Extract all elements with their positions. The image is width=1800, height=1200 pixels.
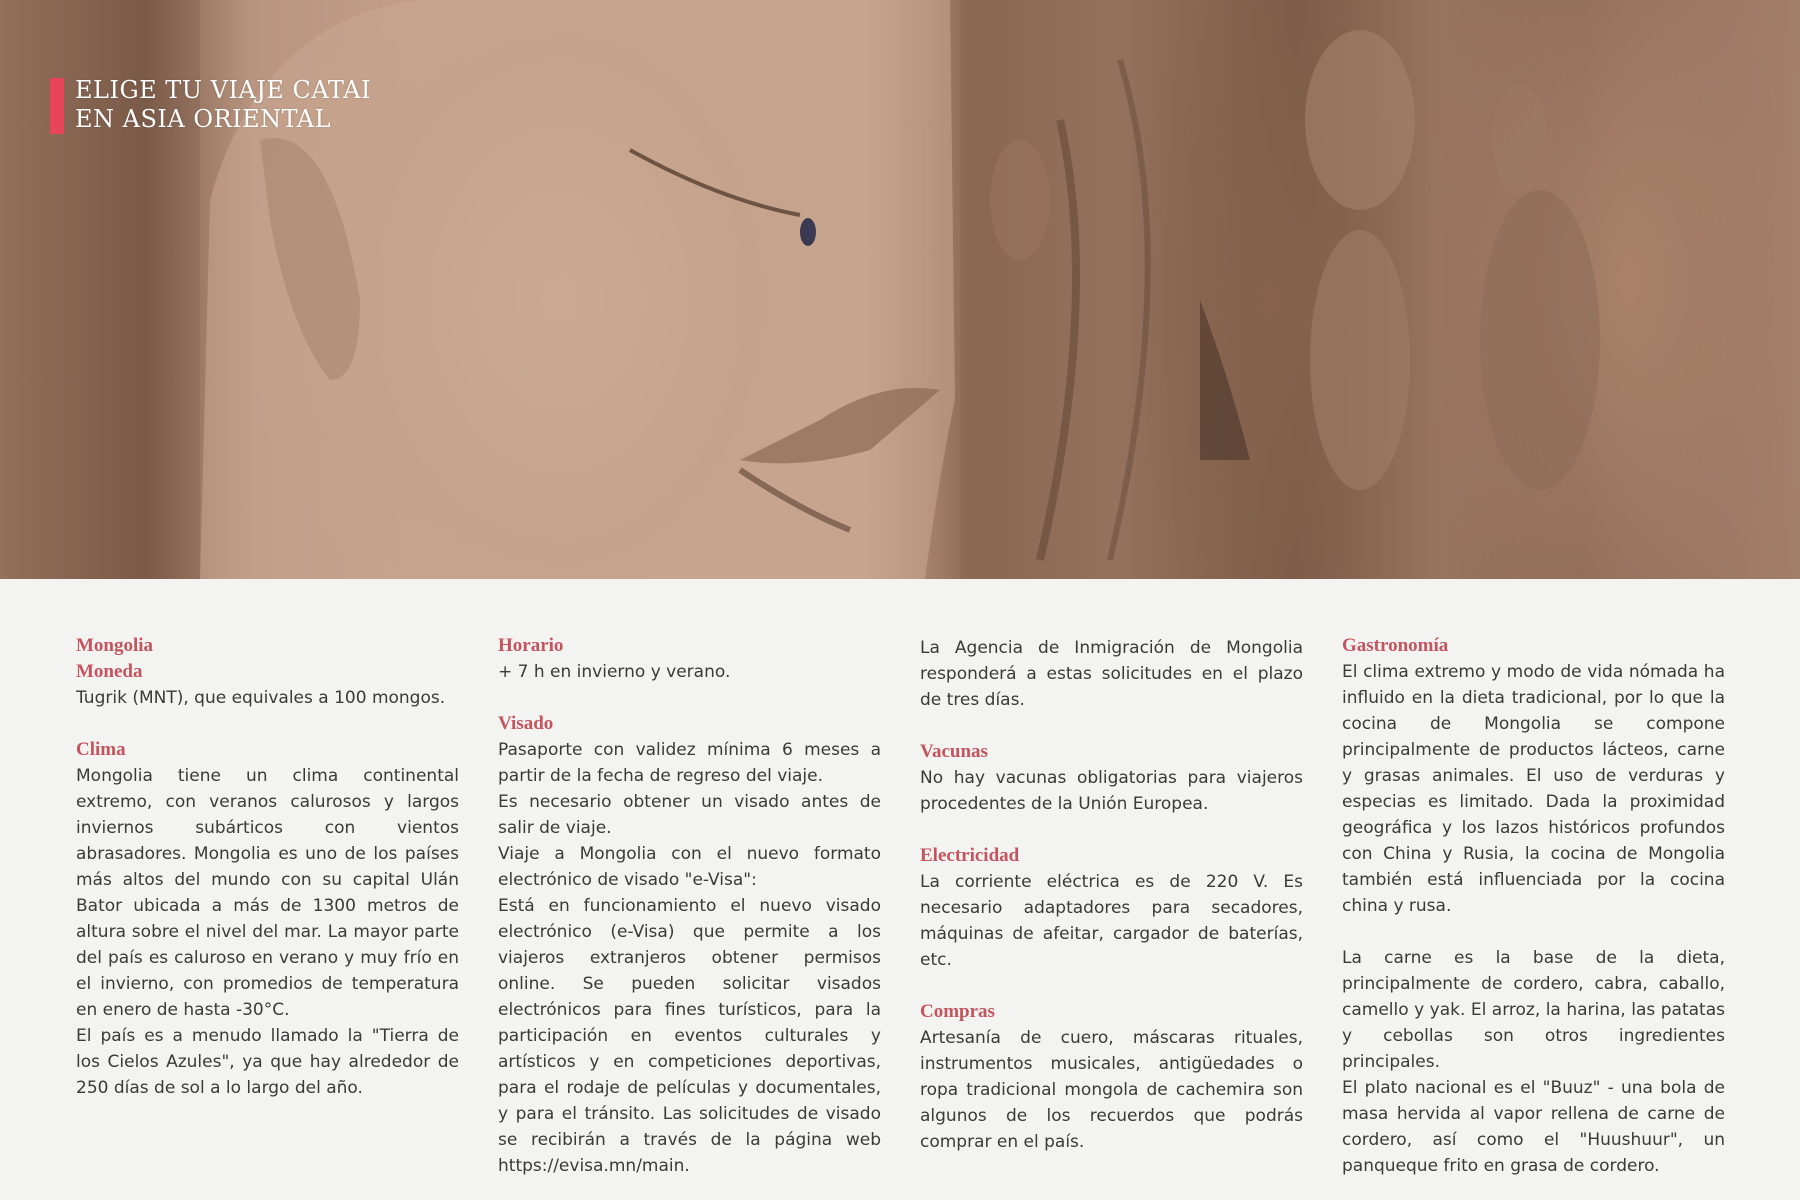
- section-heading-horario: Horario: [498, 635, 564, 656]
- visado-text-3: Viaje a Mongolia con el nuevo formato electrónico de visado "e-Visa":: [498, 844, 881, 890]
- title-accent-bar: [50, 78, 64, 134]
- column-2: [498, 633, 881, 1179]
- gastronomia-text-3: El plato nacional es el "Buuz" - una bola de masa hervida al vapor rellena de carne de cordero, así como el "Huushuur", un panqueque frito en grasa de cordero.: [1342, 1078, 1725, 1176]
- gastronomia-text-2: La carne es la base de la dieta, principalmente de cordero, cabra, caballo, camello y yak. El arroz, la harina, las patatas y cebollas son otros ingredientes principales.: [1342, 948, 1725, 1072]
- visado-text-1: Pasaporte con validez mínima 6 meses a partir de la fecha de regreso del viaje.: [498, 740, 881, 786]
- section-heading-vacunas: Vacunas: [920, 741, 988, 762]
- visado-text-2: Es necesario obtener un visado antes de salir de viaje.: [498, 792, 881, 838]
- section-heading-compras: Compras: [920, 1001, 995, 1022]
- hero-photo: [0, 0, 1800, 579]
- hero-title-line-1: ELIGE TU VIAJE CATAI: [75, 76, 371, 104]
- clima-text-2: El país es a menudo llamado la "Tierra de los Cielos Azules", ya que hay alrededor de 250 días de sol a lo largo del año.: [76, 1026, 459, 1098]
- section-heading-mongolia: Mongolia: [76, 635, 154, 656]
- section-heading-moneda: Moneda: [76, 661, 143, 682]
- column-1: [76, 633, 459, 1179]
- visado-continued-text: La Agencia de Inmigración de Mongolia responderá a estas solicitudes en el plazo de tres días.: [920, 638, 1303, 710]
- section-heading-visado: Visado: [498, 713, 554, 734]
- electricidad-text: La corriente eléctrica es de 220 V. Es necesario adaptadores para secadores, máquinas de afeitar, cargador de baterías, etc.: [920, 872, 1303, 970]
- section-heading-gastronomia: Gastronomía: [1342, 635, 1449, 656]
- gastronomia-text-1: El clima extremo y modo de vida nómada ha influido en la dieta tradicional, por lo que la cocina de Mongolia se compone principalmente de productos lácteos, carne y grasas animales. El uso de verduras y especias es limitado. Dada la proximidad geográfica y los lazos históricos profundos con China y Rusia, la cocina de Mongolia también está influenciada por la cocina china y rusa.: [1342, 662, 1725, 916]
- horario-text: + 7 h en invierno y verano.: [498, 662, 731, 682]
- section-heading-electricidad: Electricidad: [920, 845, 1020, 866]
- clima-text-1: Mongolia tiene un clima continental extremo, con veranos calurosos y largos inviernos subárticos con vientos abrasadores. Mongolia es uno de los países más altos del mundo con su capital Ulán Bator ubicada a más de 1300 metros de altura sobre el nivel del mar. La mayor parte del país es caluroso en verano y muy frío en el invierno, con promedios de temperatura en enero de hasta -30°C.: [76, 766, 459, 1020]
- section-heading-clima: Clima: [76, 739, 126, 760]
- hero-title-line-2: EN ASIA ORIENTAL: [75, 105, 332, 133]
- column-3: [920, 633, 1303, 1179]
- hero-title: [50, 76, 371, 134]
- column-4: [1342, 633, 1725, 1179]
- visado-text-4: Está en funcionamiento el nuevo visado electrónico (e-Visa) que permite a los viajeros extranjeros obtener permisos online. Se pueden solicitar visados electrónicos para fines turísticos, para la participación en eventos culturales y artísticos y en competiciones deportivas, para el rodaje de películas y documentales, y para el tránsito. Las solicitudes de visado se recibirán a través de la página web https://evisa.mn/main.: [498, 896, 881, 1176]
- info-columns: [76, 633, 1725, 1179]
- vacunas-text: No hay vacunas obligatorias para viajeros procedentes de la Unión Europea.: [920, 768, 1303, 814]
- moneda-text: Tugrik (MNT), que equivales a 100 mongos.: [76, 688, 446, 708]
- compras-text: Artesanía de cuero, máscaras rituales, instrumentos musicales, antigüedades o ropa tradicional mongola de cachemira son algunos de los recuerdos que podrás comprar en el país.: [920, 1028, 1303, 1152]
